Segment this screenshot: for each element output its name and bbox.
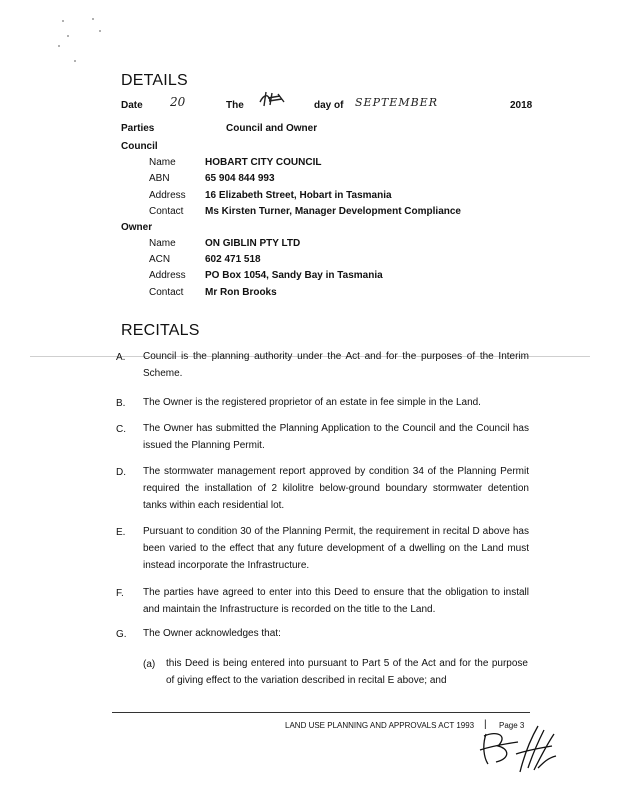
scan-speck xyxy=(62,20,64,22)
recital-a-text: Council is the planning authority under the Act and for the purposes of the Interim Scheme. xyxy=(143,351,529,379)
recital-b-text: The Owner is the registered proprietor of an estate in fee simple in the Land. xyxy=(143,397,481,408)
council-heading: Council xyxy=(121,141,158,152)
handwritten-day-scribble xyxy=(258,90,286,108)
footer-title: LAND USE PLANNING AND APPROVALS ACT 1993 xyxy=(285,721,475,730)
scan-speck xyxy=(74,60,76,62)
month-handwritten: SEPTEMBER xyxy=(355,96,438,109)
council-contact-value: Ms Kirsten Turner, Manager Development Compliance xyxy=(205,206,461,217)
recital-g-a-letter: (a) xyxy=(143,659,156,670)
recital-e-text: Pursuant to condition 30 of the Planning Permit, the requirement in recital D above has been varied to the effect that any future development of a dwelling on the Land must instead incorporate the Infrastructure. xyxy=(143,526,529,571)
recital-f-letter: F. xyxy=(116,588,124,599)
scan-speck xyxy=(99,30,101,32)
owner-name-label: Name xyxy=(149,238,176,249)
parties-value: Council and Owner xyxy=(226,123,318,134)
scan-speck xyxy=(92,18,94,20)
details-heading: DETAILS xyxy=(121,72,188,89)
owner-address-value: PO Box 1054, Sandy Bay in Tasmania xyxy=(205,270,383,281)
owner-acn-label: ACN xyxy=(149,254,171,265)
recital-g-letter: G. xyxy=(116,629,127,640)
initials-signature-2 xyxy=(514,722,558,774)
council-contact-label: Contact xyxy=(149,206,184,217)
owner-heading: Owner xyxy=(121,222,153,233)
council-name-value: HOBART CITY COUNCIL xyxy=(205,157,322,168)
year: 2018 xyxy=(510,100,533,111)
recital-f-text: The parties have agreed to enter into this Deed to ensure that the obligation to install and maintain the Infrastructure is recorded on the title to the Land. xyxy=(143,587,529,615)
footer-separator: | xyxy=(484,719,487,730)
recital-d-text: The stormwater management report approved by condition 34 of the Planning Permit required the installation of 2 kilolitre below-ground boundary stormwater detention tanks within each residential lot. xyxy=(143,466,529,511)
recital-b-letter: B. xyxy=(116,398,126,409)
scan-speck xyxy=(58,45,60,47)
day-of-label: day of xyxy=(314,100,344,111)
scan-speck xyxy=(67,35,69,37)
owner-contact-label: Contact xyxy=(149,287,184,298)
footer-rule xyxy=(112,712,530,713)
date-day-handwritten: 20 xyxy=(170,95,186,109)
recital-c-letter: C. xyxy=(116,424,126,435)
recital-c-text: The Owner has submitted the Planning Application to the Council and the Council has issued the Planning Permit. xyxy=(143,423,529,451)
council-abn-value: 65 904 844 993 xyxy=(205,173,275,184)
recitals-heading: RECITALS xyxy=(121,322,200,339)
parties-label: Parties xyxy=(121,123,155,134)
recital-g-text: The Owner acknowledges that: xyxy=(143,628,281,639)
page-number: Page 3 xyxy=(499,721,525,730)
recital-a-letter: A. xyxy=(116,352,126,363)
owner-acn-value: 602 471 518 xyxy=(205,254,261,265)
recital-g-a-text: this Deed is being entered into pursuant to Part 5 of the Act and for the purpose of giving effect to the variation described in recital E above; and xyxy=(166,658,528,686)
recital-d-letter: D. xyxy=(116,467,126,478)
recital-e-letter: E. xyxy=(116,527,126,538)
owner-address-label: Address xyxy=(149,270,186,281)
council-name-label: Name xyxy=(149,157,176,168)
owner-name-value: ON GIBLIN PTY LTD xyxy=(205,238,301,249)
council-address-label: Address xyxy=(149,190,186,201)
the-label: The xyxy=(226,100,244,111)
owner-contact-value: Mr Ron Brooks xyxy=(205,287,277,298)
council-abn-label: ABN xyxy=(149,173,170,184)
council-address-value: 16 Elizabeth Street, Hobart in Tasmania xyxy=(205,190,392,201)
date-label: Date xyxy=(121,100,143,111)
